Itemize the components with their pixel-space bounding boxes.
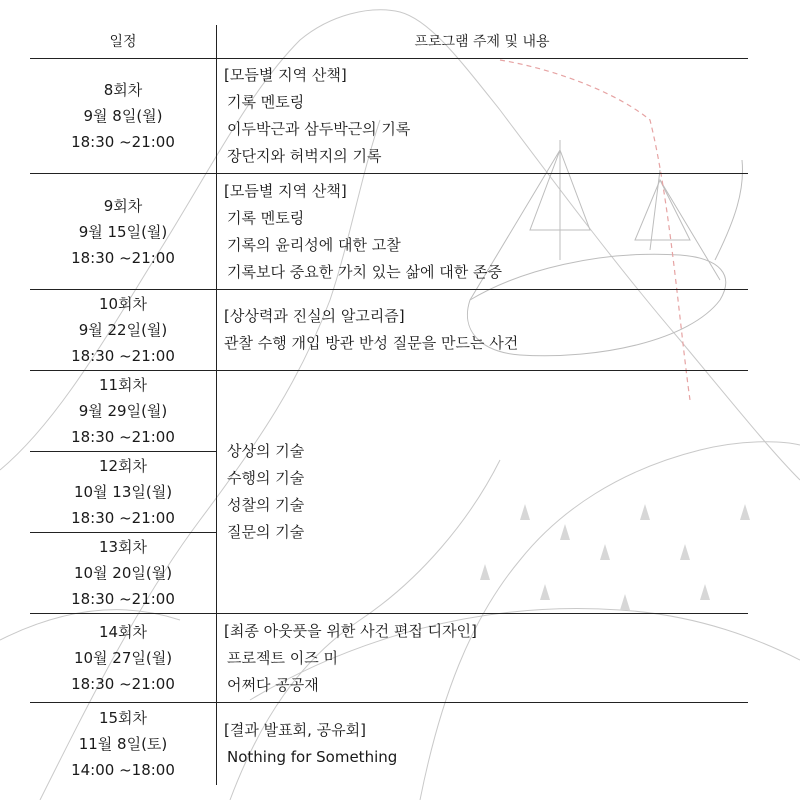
row-divider [30,613,748,614]
session-round: 14회차 [98,623,148,641]
session-round: 15회차 [98,709,148,727]
program-content-cell [217,59,747,173]
session-round: 11회차 [98,376,148,394]
row-divider [30,58,748,59]
row-divider [30,451,216,452]
program-item: 질문의 기술 [227,523,305,541]
session-time: 18:30 ~21:00 [71,675,175,693]
program-item: 이두박근과 삼두박근의 기록 [227,120,411,138]
session-date: 9월 22일(월) [78,321,168,339]
session-date: 9월 29일(월) [78,402,168,420]
session-time: 18:30 ~21:00 [71,509,175,527]
session-time: 18:30 ~21:00 [71,248,175,267]
session-round: 13회차 [98,538,148,556]
program-content-cell [217,290,747,370]
session-time: 18:30 ~21:00 [71,133,175,151]
session-round: 12회차 [98,457,148,475]
session-date: 10월 27일(월) [73,649,173,667]
session-date-cell [30,290,216,370]
session-date: 9월 15일(월) [78,222,168,241]
program-item: Nothing for Something [227,748,398,766]
program-item: 기록 멘토링 [227,208,305,227]
program-item: 기록 멘토링 [227,93,305,111]
program-item: 관찰 수행 개입 방관 반성 질문을 만드는 사건 [224,334,519,352]
program-content-cell [217,703,747,785]
program-topic-title: [상상력과 진실의 알고리즘] [224,307,405,325]
program-topic-title: [모듬별 지역 산책] [224,66,347,84]
program-topic-title: [결과 발표회, 공유회] [224,721,366,739]
session-time: 18:30 ~21:00 [71,347,175,365]
session-date-cell [30,59,216,173]
column-header-date: 일정 [109,34,137,50]
session-date-cell [30,614,216,702]
session-time: 18:30 ~21:00 [71,428,175,446]
row-divider [30,702,748,703]
program-content-cell [217,174,747,289]
session-date-cell [30,703,216,785]
session-time: 14:00 ~18:00 [71,761,175,779]
session-date: 11월 8일(토) [78,735,168,753]
column-header-content: 프로그램 주제 및 내용 [414,34,550,50]
row-divider [30,173,748,174]
row-divider [30,370,748,371]
session-date-cell [30,452,216,532]
program-item: 성찰의 기술 [227,496,305,514]
session-round: 10회차 [98,295,148,313]
session-date-cell [30,371,216,451]
session-date-cell [30,533,216,613]
session-date: 9월 8일(월) [83,107,163,125]
program-content-cell [217,614,747,702]
session-round: 8회차 [103,81,143,99]
program-item: 상상의 기술 [227,442,305,460]
program-topic-title: [모듬별 지역 산책] [224,181,347,200]
session-round: 9회차 [103,196,143,215]
session-time: 18:30 ~21:00 [71,590,175,608]
column-divider [216,25,217,785]
row-divider [30,289,748,290]
session-date-cell [30,174,216,289]
program-content-cell [217,371,747,613]
program-topic-title: [최종 아웃풋을 위한 사건 편집 디자인] [224,621,477,640]
program-item: 장단지와 허벅지의 기록 [227,147,382,165]
session-date: 10월 20일(월) [73,564,173,582]
program-item: 수행의 기술 [227,469,305,487]
session-date: 10월 13일(월) [73,483,173,501]
program-item: 기록의 윤리성에 대한 고찰 [227,235,401,254]
row-divider [30,532,216,533]
program-item: 프로젝트 이즈 미 [227,648,338,667]
program-item: 어쩌다 공공재 [227,675,319,694]
program-item: 기록보다 중요한 가치 있는 삶에 대한 존중 [227,262,502,281]
